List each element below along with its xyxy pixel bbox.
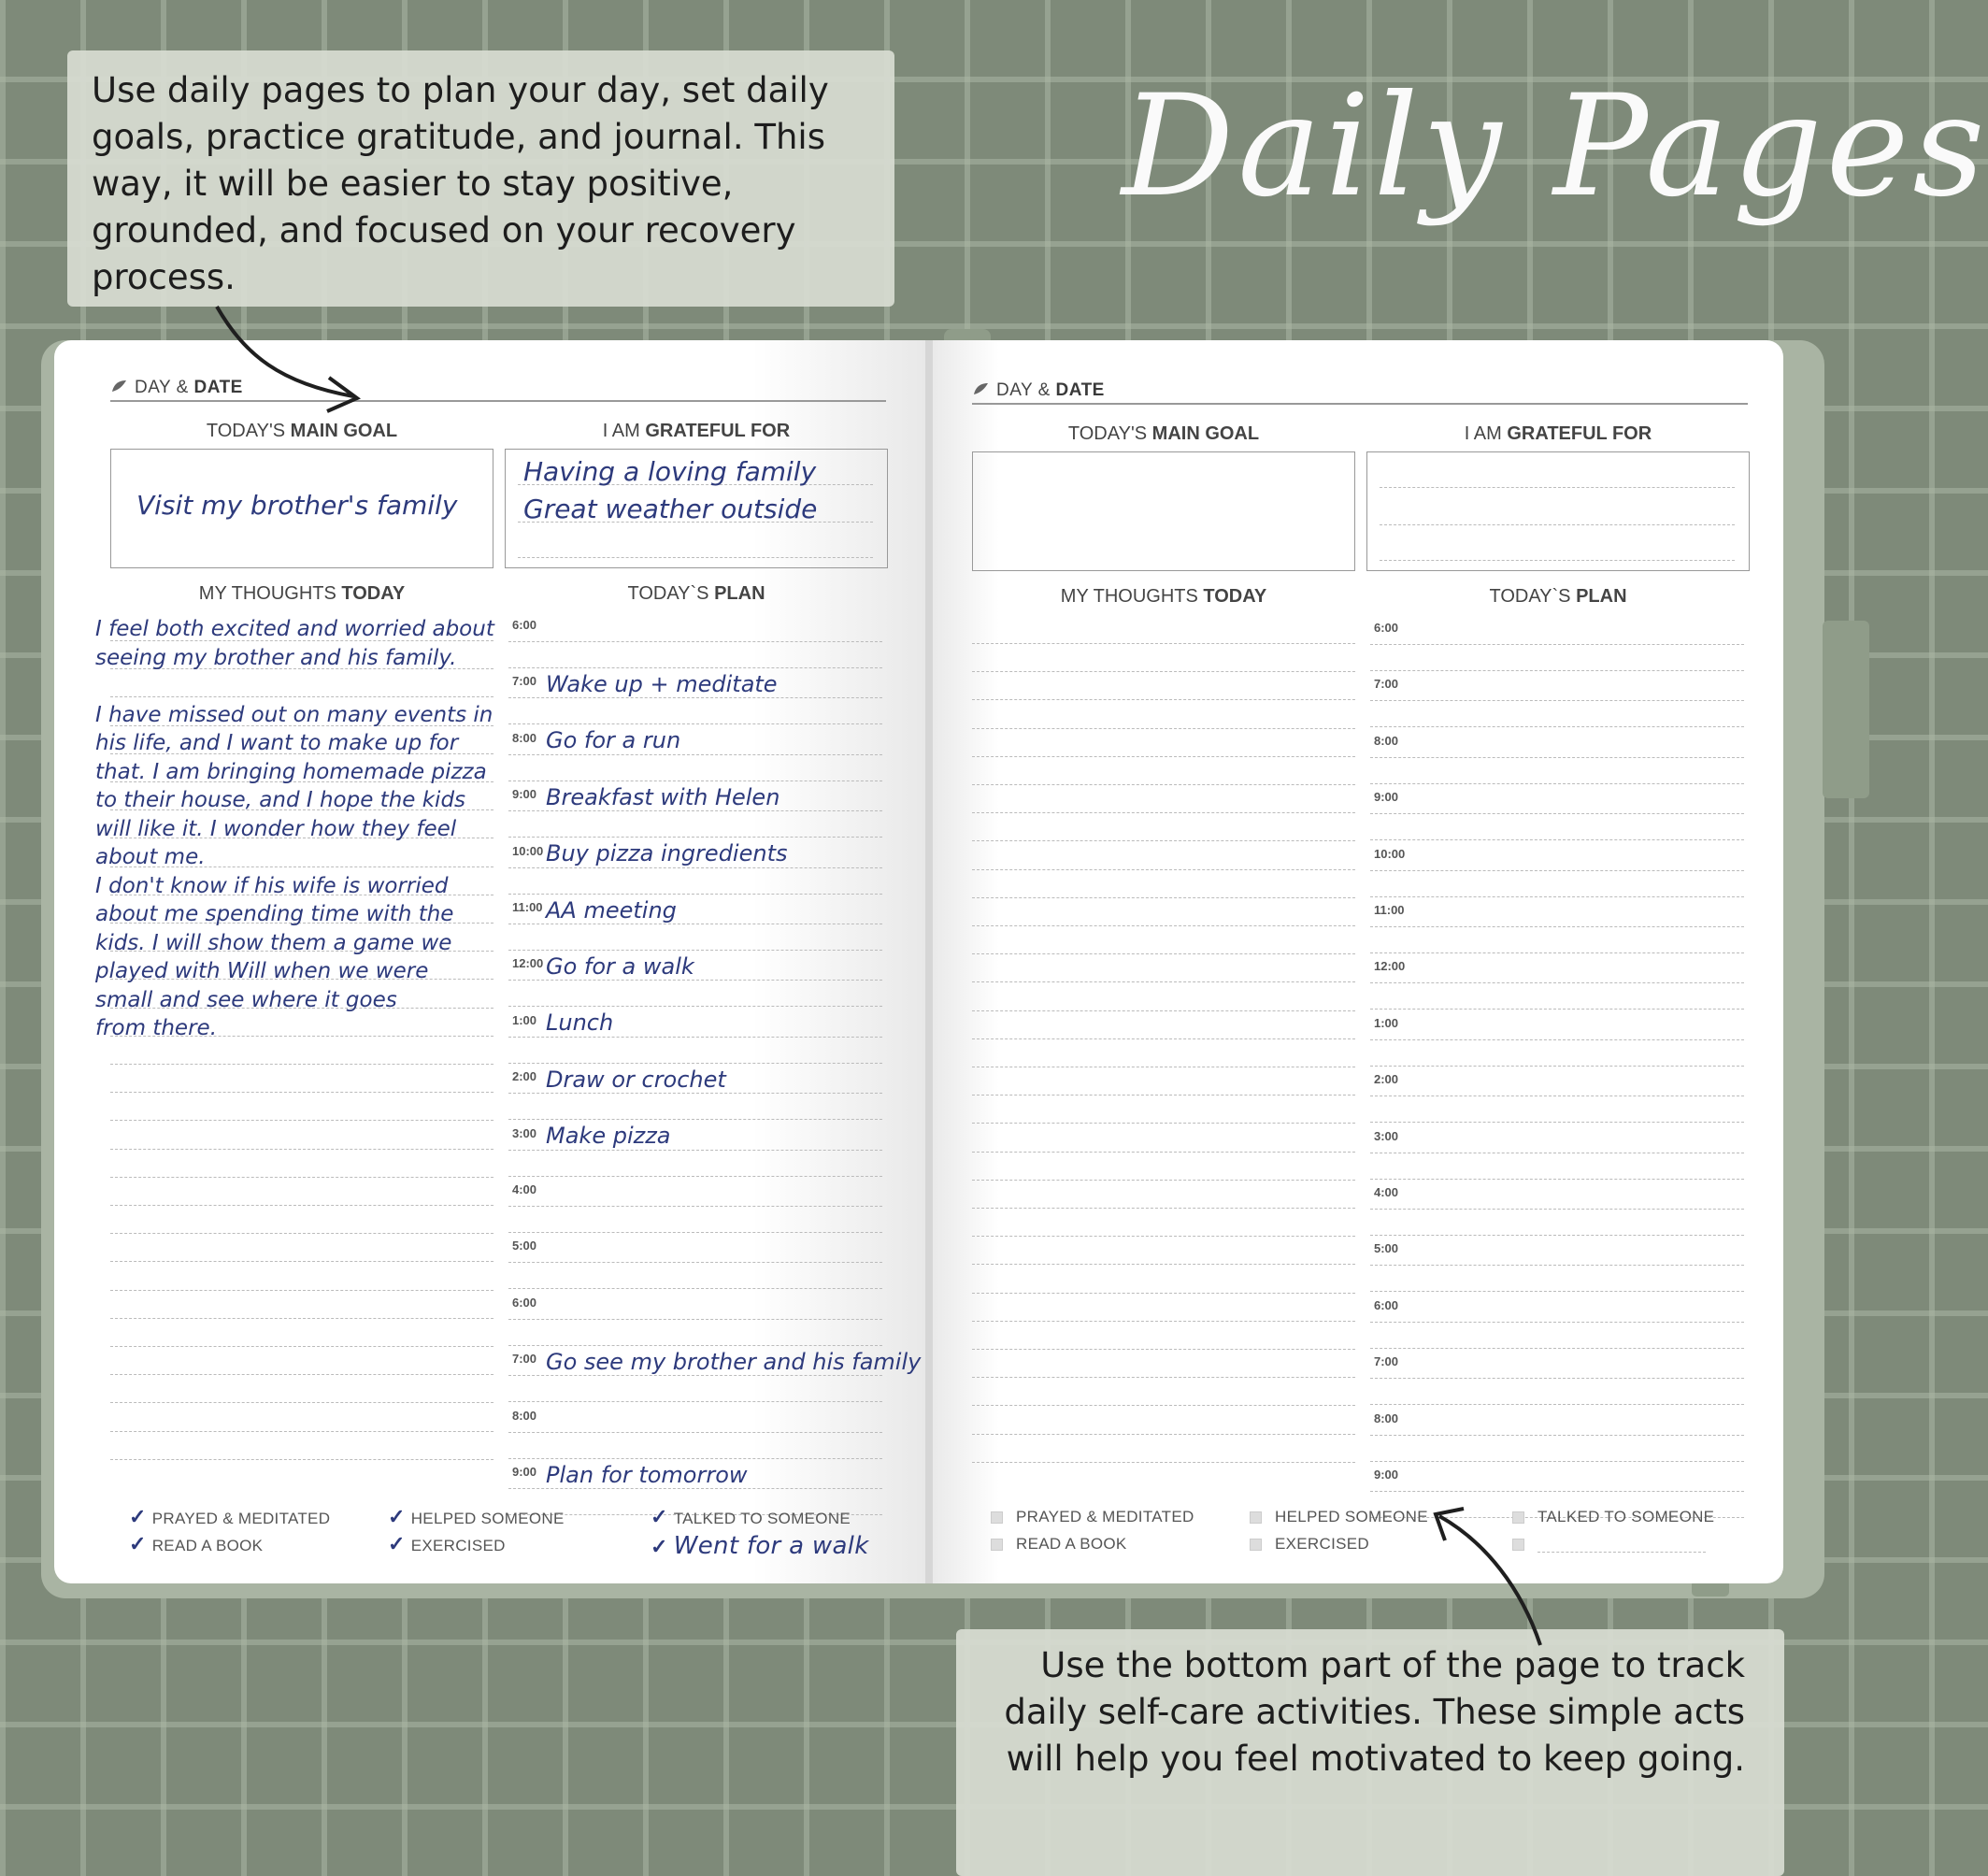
- check-mark-icon: ✓: [651, 1505, 668, 1528]
- checklist-label: HELPED SOMEONE: [1275, 1508, 1428, 1525]
- main-goal-text: Visit my brother's family: [136, 490, 458, 521]
- main-goal-heading-b: MAIN GOAL: [290, 421, 398, 441]
- arrow-top: [217, 307, 353, 396]
- thoughts-text: played with Will when we were: [95, 959, 429, 983]
- day-label: DAY &: [135, 378, 194, 397]
- thoughts-text: small and see where it goes: [95, 987, 397, 1012]
- thoughts-text: I feel both excited and worried about: [95, 617, 494, 641]
- thoughts-text: seeing my brother and his family.: [95, 645, 457, 670]
- thoughts-text: kids. I will show them a game we: [95, 930, 452, 955]
- time-label: 8:00: [1374, 1411, 1399, 1425]
- time-label: 3:00: [512, 1125, 537, 1140]
- plan-text: Buy pizza ingredients: [546, 840, 788, 867]
- checklist-label: EXERCISED: [1275, 1535, 1369, 1553]
- time-label: 7:00: [512, 1352, 537, 1367]
- thoughts-text: his life, and I want to make up for: [95, 731, 459, 755]
- main-goal-heading-a: TODAY'S: [1067, 423, 1152, 444]
- grateful-heading-a: I AM: [1464, 423, 1508, 444]
- time-label: 9:00: [1374, 790, 1399, 805]
- thoughts-text: to their house, and I hope the kids: [95, 788, 466, 812]
- plan-text: Go for a run: [546, 727, 681, 754]
- callout-bottom: Use the bottom part of the page to track daily self-care activities. These simple acts will help you feel motivated to keep going.: [956, 1629, 1784, 1876]
- grateful-heading-b: GRATEFUL FOR: [645, 421, 791, 441]
- plan-text: Make pizza: [546, 1123, 671, 1150]
- thoughts-text: about me.: [95, 845, 206, 869]
- plan-text: AA meeting: [546, 896, 677, 924]
- date-label: DATE: [193, 378, 243, 397]
- time-label: 11:00: [1374, 903, 1405, 917]
- page-title: Daily Pages: [1122, 65, 1988, 228]
- plan-text: Plan for tomorrow: [546, 1461, 748, 1488]
- checklist-label: TALKED TO SOMEONE: [1537, 1508, 1715, 1525]
- checklist-label: EXERCISED: [410, 1537, 506, 1554]
- thoughts-heading-b: TODAY: [1203, 586, 1267, 607]
- thoughts-text: will like it. I wonder how they feel: [95, 816, 457, 841]
- checklist-label: TALKED TO SOMEONE: [673, 1510, 851, 1527]
- date-label: DATE: [1055, 380, 1105, 400]
- plan-heading-a: TODAY`S: [1489, 586, 1577, 607]
- plan-text: Go see my brother and his family: [546, 1348, 922, 1375]
- time-label: 10:00: [1374, 846, 1406, 861]
- extra-activity: Went for a walk: [673, 1532, 869, 1560]
- time-label: 3:00: [1374, 1128, 1399, 1143]
- day-label: DAY &: [996, 380, 1056, 400]
- plan-heading-a: TODAY`S: [627, 583, 715, 604]
- check-mark-icon: ✓: [129, 1505, 147, 1528]
- time-label: 5:00: [1374, 1241, 1399, 1256]
- main-goal-heading-a: TODAY'S: [206, 421, 291, 441]
- grateful-heading-b: GRATEFUL FOR: [1507, 423, 1652, 444]
- thoughts-heading-a: MY THOUGHTS: [198, 583, 342, 604]
- callout-top: Use daily pages to plan your day, set daily goals, practice gratitude, and journal. This way, it will be easier to stay positive, grounded, and focused on your recovery process.: [67, 50, 894, 307]
- time-label: 2:00: [1374, 1072, 1399, 1087]
- time-label: 11:00: [512, 900, 543, 914]
- time-label: 6:00: [512, 618, 537, 632]
- time-label: 4:00: [1374, 1185, 1399, 1199]
- plan-heading-b: PLAN: [714, 583, 765, 604]
- time-label: 10:00: [512, 843, 544, 858]
- thoughts-text: that. I am bringing homemade pizza: [95, 759, 487, 784]
- grateful-text: Having a loving family: [523, 456, 817, 487]
- thoughts-text: I have missed out on many events in: [95, 702, 493, 727]
- time-label: 9:00: [512, 787, 537, 802]
- time-label: 7:00: [1374, 1354, 1399, 1369]
- time-label: 8:00: [1374, 733, 1399, 748]
- check-mark-icon: ✓: [129, 1532, 147, 1555]
- arrow-bottom: [1439, 1516, 1540, 1645]
- plan-text: Lunch: [546, 1010, 614, 1037]
- time-label: 1:00: [1374, 1015, 1399, 1030]
- plan-text: Breakfast with Helen: [546, 783, 780, 810]
- checklist-label: HELPED SOMEONE: [410, 1510, 565, 1527]
- time-label: 9:00: [512, 1465, 537, 1479]
- check-mark-icon: ✓: [651, 1535, 668, 1558]
- time-label: 1:00: [512, 1012, 537, 1027]
- time-label: 12:00: [512, 956, 544, 971]
- check-mark-icon: ✓: [388, 1505, 406, 1528]
- grateful-heading-a: I AM: [602, 421, 646, 441]
- plan-text: Wake up + meditate: [546, 671, 778, 697]
- checklist-label: PRAYED & MEDITATED: [151, 1510, 331, 1527]
- plan-text: Go for a walk: [546, 953, 694, 980]
- checklist-label: PRAYED & MEDITATED: [1016, 1508, 1194, 1525]
- thoughts-text: about me spending time with the: [95, 902, 454, 926]
- time-label: 12:00: [1374, 959, 1406, 974]
- time-label: 7:00: [1374, 677, 1399, 692]
- time-label: 8:00: [512, 730, 537, 745]
- time-label: 6:00: [1374, 1297, 1399, 1312]
- time-label: 4:00: [512, 1182, 537, 1196]
- time-label: 2:00: [512, 1069, 537, 1084]
- time-label: 9:00: [1374, 1468, 1399, 1482]
- main-goal-heading-b: MAIN GOAL: [1151, 423, 1260, 444]
- thoughts-text: from there.: [95, 1016, 218, 1040]
- plan-heading-b: PLAN: [1576, 586, 1627, 607]
- thoughts-text: I don't know if his wife is worried: [95, 873, 449, 898]
- time-label: 6:00: [1374, 621, 1399, 635]
- grateful-text: Great weather outside: [523, 494, 818, 524]
- plan-text: Draw or crochet: [546, 1066, 726, 1093]
- thoughts-heading-a: MY THOUGHTS: [1060, 586, 1204, 607]
- time-label: 6:00: [512, 1295, 537, 1310]
- time-label: 7:00: [512, 674, 537, 689]
- check-mark-icon: ✓: [388, 1532, 406, 1555]
- checklist-label: READ A BOOK: [151, 1537, 264, 1554]
- thoughts-heading-b: TODAY: [341, 583, 406, 604]
- checklist-label: READ A BOOK: [1016, 1535, 1127, 1553]
- time-label: 8:00: [512, 1408, 537, 1423]
- time-label: 5:00: [512, 1239, 537, 1253]
